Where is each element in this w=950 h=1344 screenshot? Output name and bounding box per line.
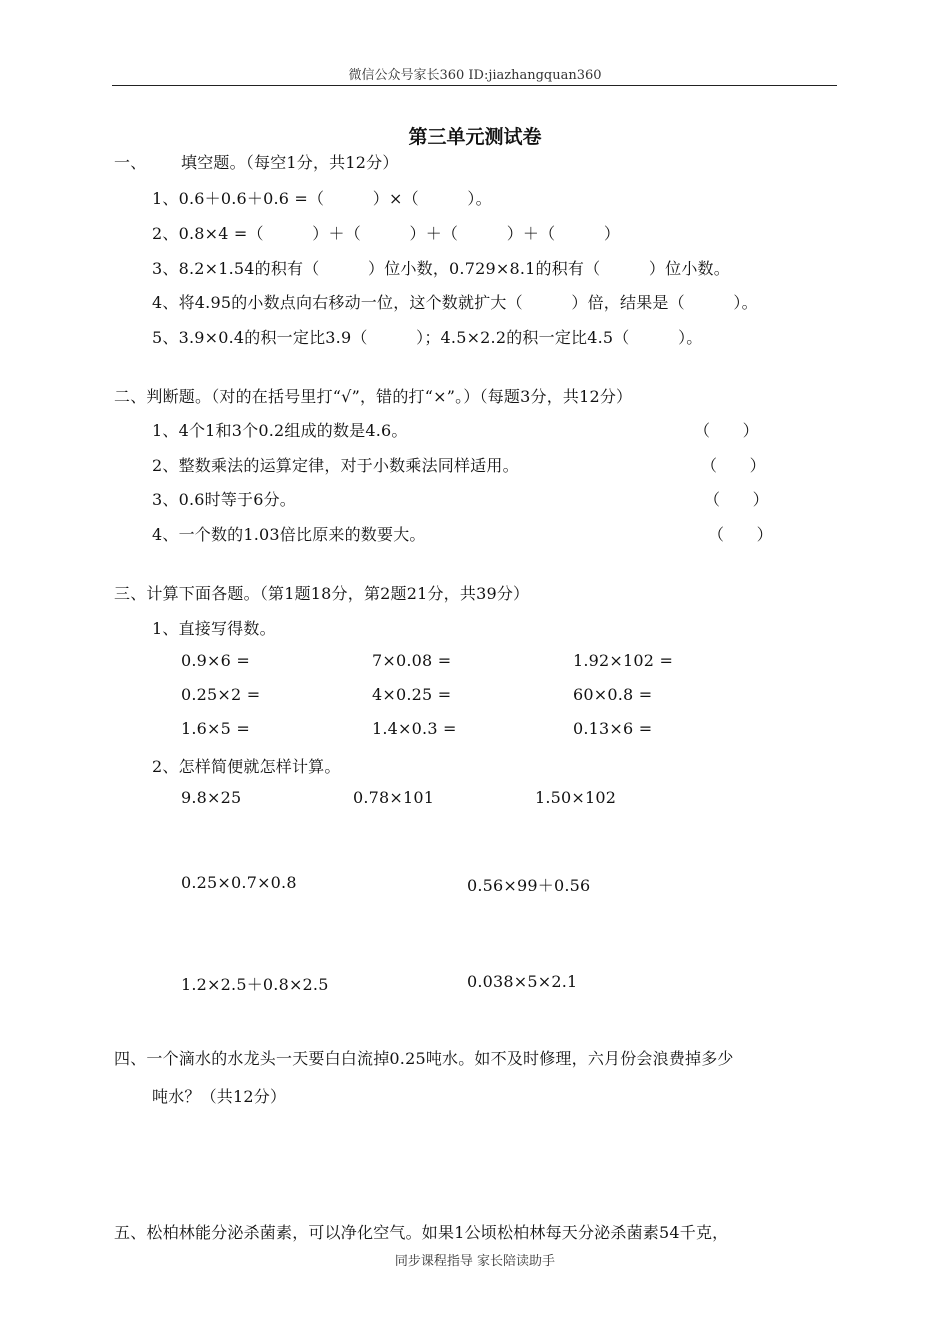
fill-item-1: 1、0.6＋0.6＋0.6 =（ ）×（ ）。	[152, 189, 492, 208]
section-3-heading: 三、计算下面各题。（第1题18分，第2题21分，共39分）	[114, 584, 530, 603]
oral-calc: 4×0.25 =	[372, 685, 452, 704]
judge-answer-3[interactable]: （ ）	[704, 490, 769, 509]
judge-item-1: 1、4个1和3个0.2组成的数是4.6。	[152, 421, 408, 440]
oral-calc: 1.92×102 =	[573, 651, 674, 670]
fill-item-3: 3、8.2×1.54的积有（ ）位小数，0.729×8.1的积有（ ）位小数。	[152, 259, 730, 278]
judge-answer-1[interactable]: （ ）	[694, 421, 759, 440]
oral-calc: 0.9×6 =	[181, 651, 250, 670]
fill-item-2: 2、0.8×4 =（ ）＋（ ）＋（ ）＋（ ）	[152, 224, 621, 243]
simplify-calc: 9.8×25	[181, 788, 242, 807]
word-problem-4-line-2: 吨水？（共12分）	[152, 1087, 287, 1106]
word-problem-5-line-1: 五、松柏林能分泌杀菌素，可以净化空气。如果1公顷松柏林每天分泌杀菌素54千克，	[114, 1223, 729, 1242]
section-2-heading: 二、判断题。（对的在括号里打“√”，错的打“×”。）（每题3分，共12分）	[114, 387, 633, 406]
judge-item-3: 3、0.6时等于6分。	[152, 490, 297, 509]
page-title: 第三单元测试卷	[408, 126, 542, 148]
fill-item-5: 5、3.9×0.4的积一定比3.9（ ）；4.5×2.2的积一定比4.5（ ）。	[152, 328, 703, 347]
calc-sub-2: 2、怎样简便就怎样计算。	[152, 757, 341, 776]
section-1-heading: 填空题。（每空1分，共12分）	[181, 153, 399, 172]
calc-sub-1: 1、直接写得数。	[152, 619, 276, 638]
fill-item-4: 4、将4.95的小数点向右移动一位，这个数就扩大（ ）倍，结果是（ ）。	[152, 293, 758, 312]
oral-calc: 60×0.8 =	[573, 685, 653, 704]
judge-item-2: 2、整数乘法的运算定律，对于小数乘法同样适用。	[152, 456, 519, 475]
word-problem-4-line-1: 四、一个滴水的水龙头一天要白白流掉0.25吨水。如不及时修理，六月份会浪费掉多少	[114, 1049, 734, 1068]
simplify-calc: 1.50×102	[535, 788, 617, 807]
page-footer: 同步课程指导 家长陪读助手	[394, 1254, 556, 1269]
simplify-calc: 0.25×0.7×0.8	[181, 873, 297, 892]
judge-item-4: 4、一个数的1.03倍比原来的数要大。	[152, 525, 426, 544]
simplify-calc: 0.78×101	[353, 788, 435, 807]
judge-answer-2[interactable]: （ ）	[701, 456, 766, 475]
simplify-calc: 0.038×5×2.1	[467, 972, 578, 991]
oral-calc: 1.6×5 =	[181, 719, 250, 738]
simplify-calc: 1.2×2.5＋0.8×2.5	[181, 975, 329, 994]
page-header: 微信公众号家长360 ID:jiazhangquan360	[348, 68, 602, 83]
section-1-number: 一、	[114, 153, 147, 172]
simplify-calc: 0.56×99＋0.56	[467, 876, 591, 895]
judge-answer-4[interactable]: （ ）	[708, 525, 773, 544]
oral-calc: 7×0.08 =	[372, 651, 452, 670]
oral-calc: 0.13×6 =	[573, 719, 653, 738]
oral-calc: 0.25×2 =	[181, 685, 261, 704]
header-rule	[112, 85, 837, 86]
oral-calc: 1.4×0.3 =	[372, 719, 457, 738]
